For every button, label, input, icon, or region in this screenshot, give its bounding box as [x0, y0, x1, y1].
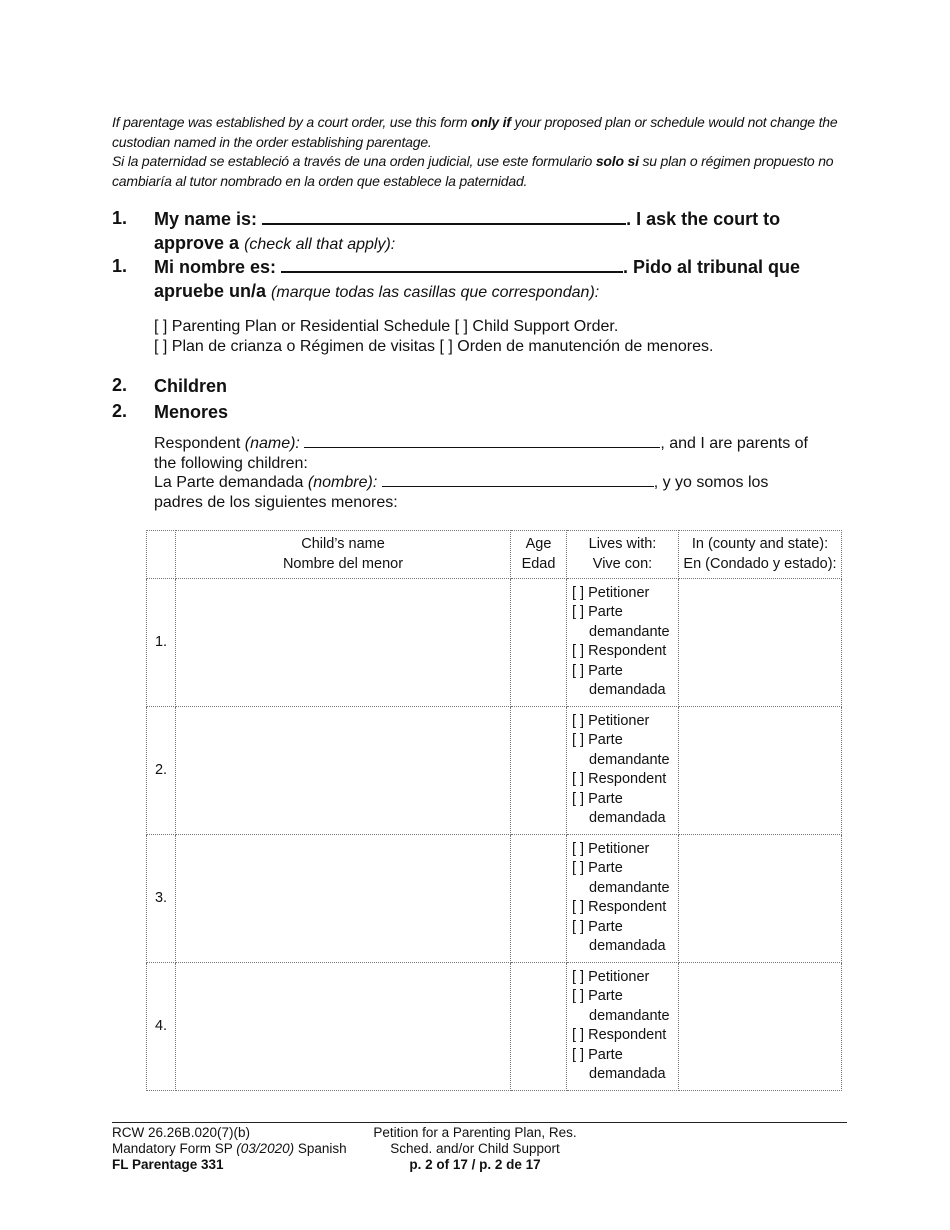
name-field[interactable]	[262, 209, 626, 225]
child-name-cell[interactable]	[176, 579, 511, 707]
rcw-citation: RCW 26.26B.020(7)(b)	[112, 1125, 251, 1140]
county-state-cell[interactable]	[679, 707, 842, 835]
table-row	[147, 579, 842, 707]
header-number	[147, 531, 176, 579]
row-number: 1.	[147, 579, 176, 707]
age-cell[interactable]	[511, 707, 567, 835]
county-state-cell[interactable]	[679, 579, 842, 707]
row-number: 3.	[147, 835, 176, 963]
age-cell[interactable]	[511, 963, 567, 1091]
intro-english: If parentage was established by a court order, use this form only if your proposed plan or schedule would not change the custodian named in the order establishing parentage.	[112, 114, 838, 150]
nombre-field[interactable]	[281, 257, 623, 273]
child-name-cell[interactable]	[176, 963, 511, 1091]
intro-paragraph	[112, 113, 852, 191]
section-2-english-title: 2. Children	[112, 375, 228, 396]
demandada-name-field[interactable]	[382, 473, 654, 487]
table-header	[147, 531, 842, 579]
form-id: FL Parentage 331	[112, 1157, 224, 1172]
header-child-name: Child’s name Nombre del menor	[176, 531, 511, 579]
child-name-cell[interactable]	[176, 835, 511, 963]
age-cell[interactable]	[511, 579, 567, 707]
lives-with-cell[interactable]: [ ] Petitioner [ ] Parte demandante [ ] Respondent [ ] Parte demandada	[567, 579, 679, 707]
child-name-cell[interactable]	[176, 707, 511, 835]
age-cell[interactable]	[511, 835, 567, 963]
row-number: 4.	[147, 963, 176, 1091]
lives-with-cell[interactable]: [ ] Petitioner [ ] Parte demandante [ ] Respondent [ ] Parte demandada	[567, 963, 679, 1091]
table-row	[147, 707, 842, 835]
header-lives-with: Lives with: Vive con:	[567, 531, 679, 579]
option-spanish[interactable]: [ ] Plan de crianza o Régimen de visitas [ ] Orden de manutención de menores.	[154, 338, 714, 355]
footer-form-info	[112, 1125, 347, 1173]
order-options	[154, 317, 713, 357]
row-number: 2.	[147, 707, 176, 835]
footer-form-title: Petition for a Parenting Plan, Res. Sched. and/or Child Support p. 2 of 17 / p. 2 de 17	[370, 1125, 580, 1173]
county-state-cell[interactable]	[679, 963, 842, 1091]
header-county-state: In (county and state): En (Condado y estado):	[679, 531, 842, 579]
section-1-english: 1. My name is: . I ask the court to approve a (check all that apply):	[112, 208, 781, 253]
respondent-english: Respondent (name): , and I are parents of the following children:	[154, 435, 808, 472]
option-english[interactable]: [ ] Parenting Plan or Residential Schedule [ ] Child Support Order.	[154, 318, 619, 335]
form-designation: Mandatory Form SP (03/2020) Spanish	[112, 1141, 347, 1156]
section-1-spanish: 1. Mi nombre es: . Pido al tribunal que apruebe un/a (marque todas las casillas que correspondan):	[112, 256, 801, 301]
section-number: 1.	[112, 256, 128, 276]
header-age: Age Edad	[511, 531, 567, 579]
page-footer	[112, 1122, 847, 1172]
table-row	[147, 835, 842, 963]
table-row	[147, 963, 842, 1091]
nombre-label: Mi nombre es:	[154, 257, 277, 277]
section-2-spanish-title: 2. Menores	[112, 401, 229, 422]
lives-with-cell[interactable]: [ ] Petitioner [ ] Parte demandante [ ] Respondent [ ] Parte demandada	[567, 835, 679, 963]
respondent-name-field[interactable]	[304, 434, 660, 448]
name-label: My name is:	[154, 209, 258, 229]
respondent-spanish: La Parte demandada (nombre): , y yo somos los padres de los siguientes menores:	[154, 474, 769, 511]
page-number: p. 2 of 17 / p. 2 de 17	[409, 1157, 541, 1172]
county-state-cell[interactable]	[679, 835, 842, 963]
intro-spanish: Si la paternidad se estableció a través de una orden judicial, use este formulario solo si su plan o régimen propuesto no cambiaría al tutor nombrado en la orden que establece la paternidad.	[112, 153, 834, 189]
children-table	[146, 530, 842, 1091]
section-number: 1.	[112, 208, 128, 228]
lives-with-cell[interactable]: [ ] Petitioner [ ] Parte demandante [ ] Respondent [ ] Parte demandada	[567, 707, 679, 835]
